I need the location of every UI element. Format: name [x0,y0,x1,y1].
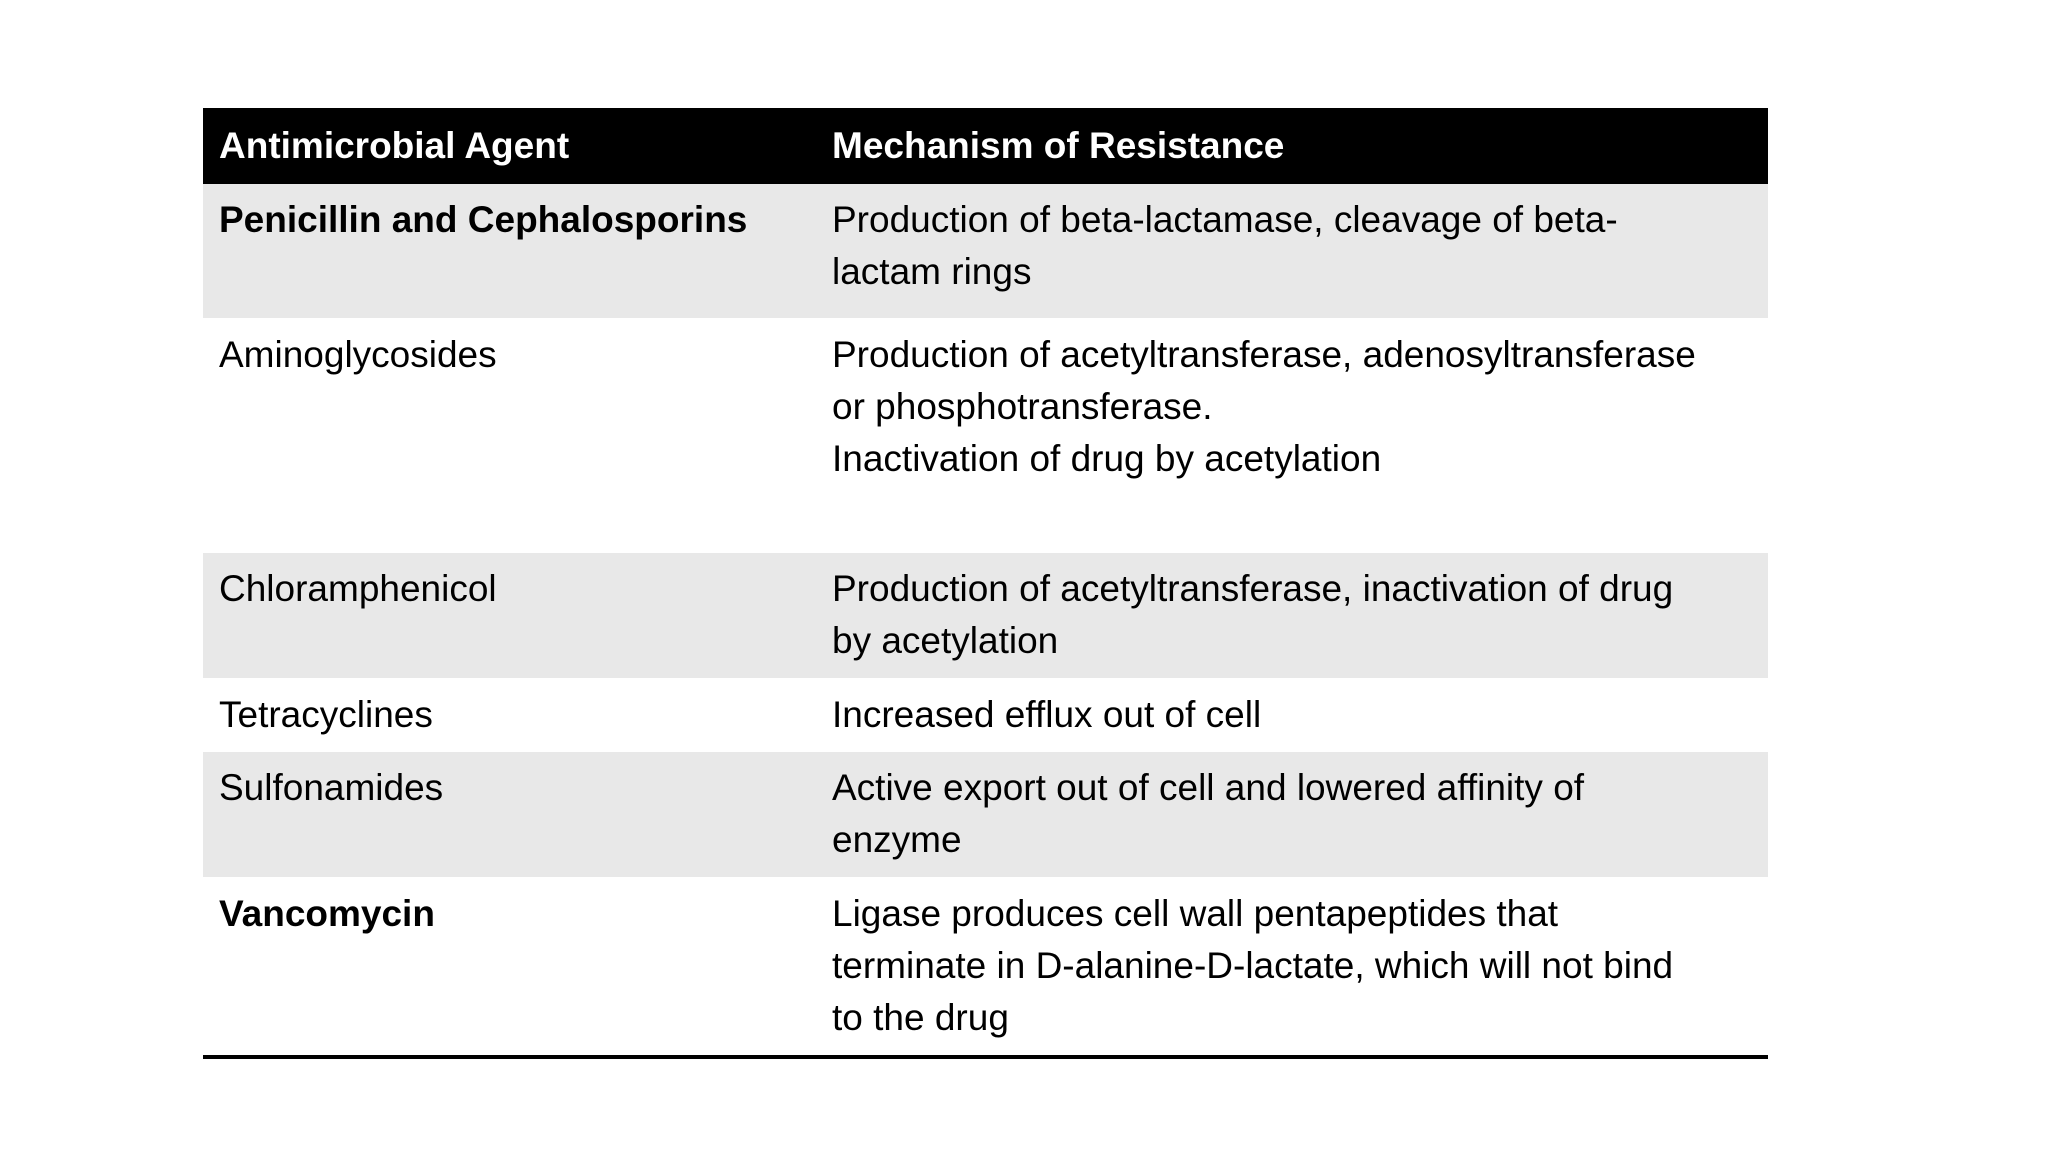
table-row [203,184,1768,318]
table-body [203,184,1768,1057]
table-header [203,108,1768,184]
table-row [203,877,1768,1057]
table-row [203,678,1768,751]
agent-cell: Tetracyclines [203,678,816,751]
mechanism-line: Production of beta-lactamase, cleavage of beta- [832,199,1618,240]
mechanism-cell [816,318,1768,552]
mechanism-line: enzyme [832,818,962,860]
table-row [203,552,1768,678]
header-antimicrobial-agent: Antimicrobial Agent [203,108,816,184]
mechanism-line: or phosphotransferase. [832,385,1213,427]
resistance-table [203,108,1768,1059]
mechanism-line: Active export out of cell and lowered affinity of [832,766,1585,808]
agent-cell: Vancomycin [203,877,816,1057]
mechanism-cell [816,552,1768,678]
mechanism-line: to the drug [832,996,1009,1038]
table-row [203,318,1768,552]
mechanism-line: Production of acetyltransferase, adenosyltransferase [832,333,1696,375]
mechanism-line: Increased efflux out of cell [832,693,1262,735]
mechanism-line: Ligase produces cell wall pentapeptides that [832,892,1559,934]
agent-cell: Penicillin and Cephalosporins [203,184,816,318]
mechanism-cell [816,877,1768,1057]
mechanism-cell [816,678,1768,751]
agent-cell: Aminoglycosides [203,318,816,552]
mechanism-line: Inactivation of drug by acetylation [832,437,1382,479]
mechanism-cell [816,751,1768,877]
header-mechanism-of-resistance: Mechanism of Resistance [816,108,1768,184]
resistance-table-container [203,108,1768,1059]
mechanism-line: terminate in D-alanine-D-lactate, which will not bind [832,944,1674,986]
mechanism-line: Production of acetyltransferase, inactivation of drug [832,567,1674,609]
agent-cell: Chloramphenicol [203,552,816,678]
header-row [203,108,1768,184]
mechanism-line: lactam rings [832,251,1032,292]
mechanism-line: by acetylation [832,619,1059,661]
mechanism-cell [816,184,1768,318]
agent-cell: Sulfonamides [203,751,816,877]
table-row [203,751,1768,877]
